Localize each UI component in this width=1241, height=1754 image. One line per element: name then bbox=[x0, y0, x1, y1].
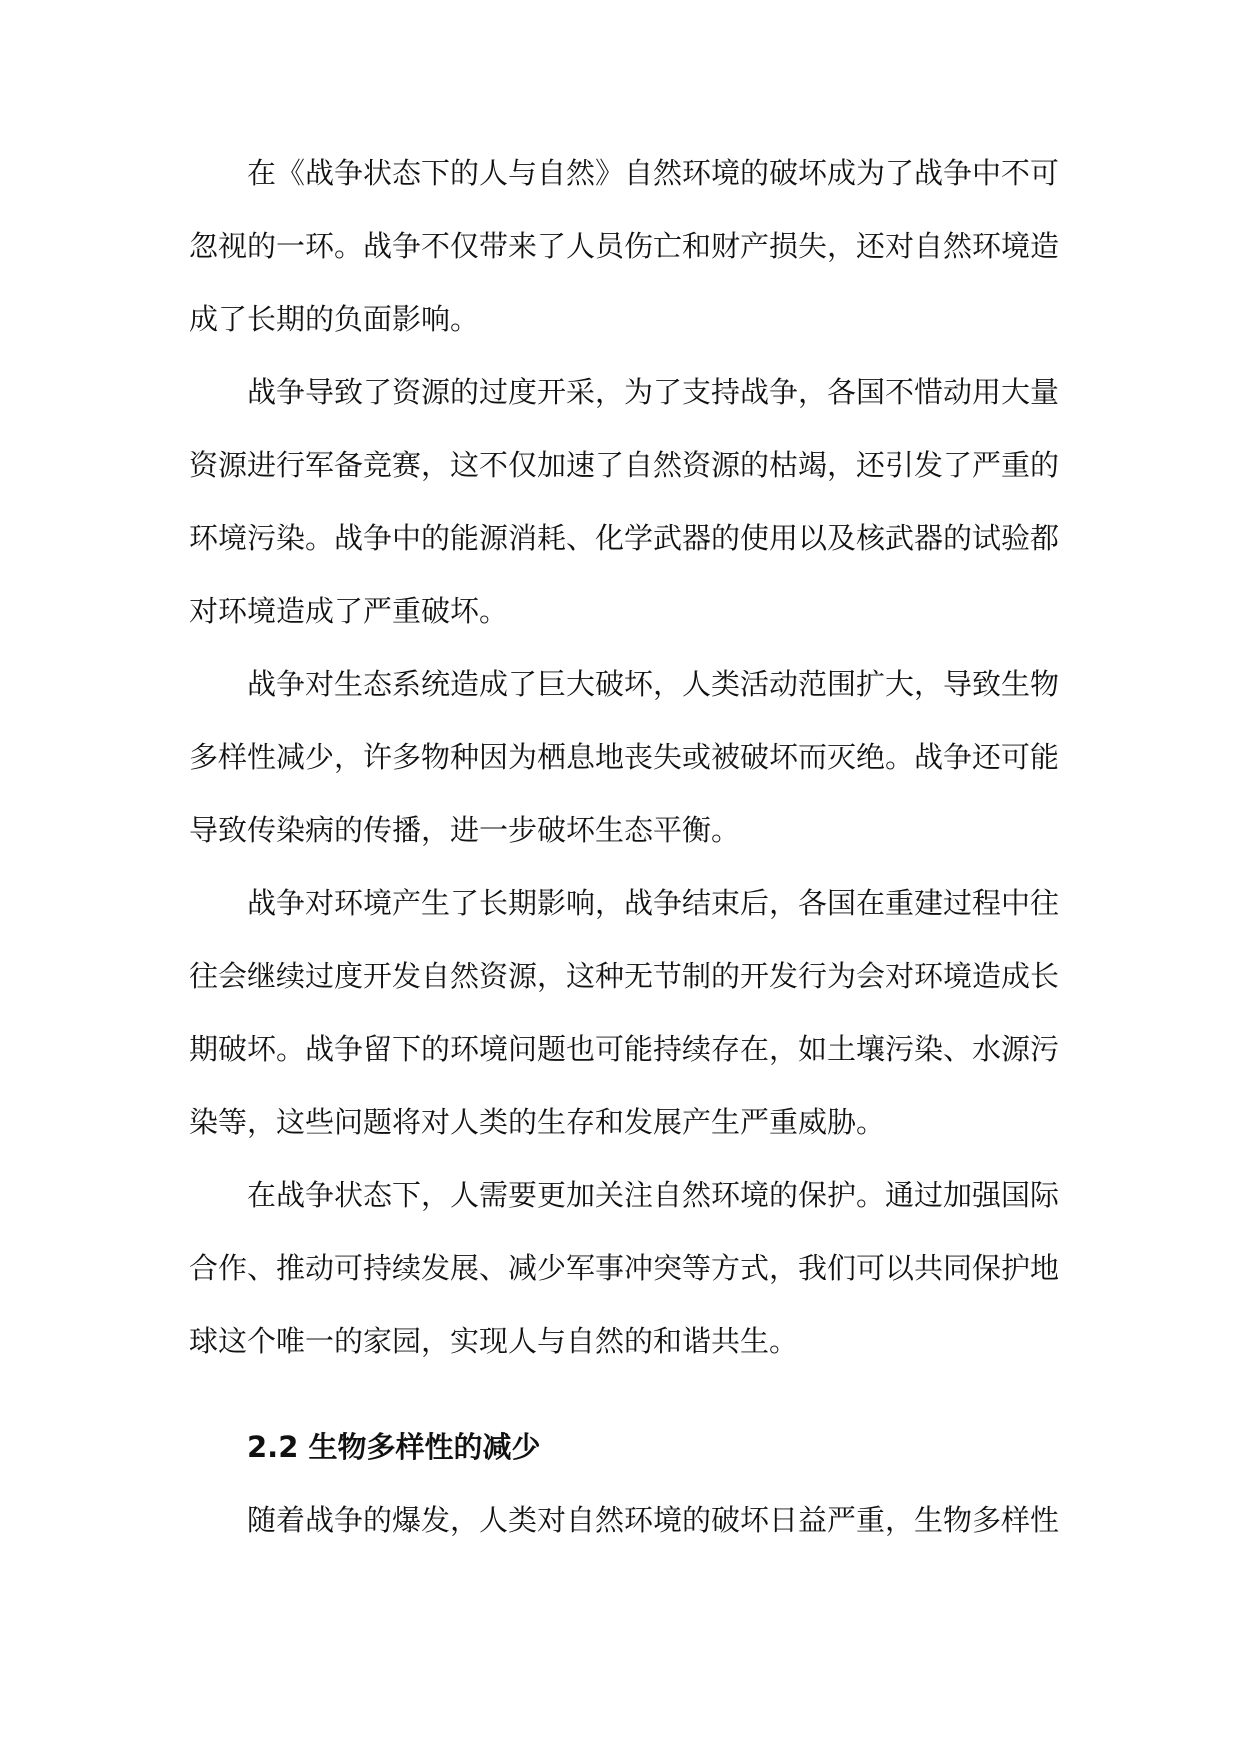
section-heading: 2.2 生物多样性的减少 bbox=[247, 1430, 541, 1464]
document-body bbox=[189, 137, 1059, 1557]
paragraph-4: 战争对环境产生了长期影响，战争结束后，各国在重建过程中往往会继续过度开发自然资源，这种无节制的开发行为会对环境造成长期破坏。战争留下的环境问题也可能持续存在，如土壤污染、水源污染等，这些问题将对人类的生存和发展产生严重威胁。 bbox=[189, 886, 1060, 1139]
paragraph-2: 战争导致了资源的过度开采，为了支持战争，各国不惜动用大量资源进行军备竞赛，这不仅加速了自然资源的枯竭，还引发了严重的环境污染。战争中的能源消耗、化学武器的使用以及核武器的试验都对环境造成了严重破坏。 bbox=[189, 375, 1060, 628]
paragraph-after-heading: 随着战争的爆发，人类对自然环境的破坏日益严重，生物多样性 bbox=[247, 1503, 1060, 1537]
paragraph-1: 在《战争状态下的人与自然》自然环境的破坏成为了战争中不可忽视的一环。战争不仅带来了人员伤亡和财产损失，还对自然环境造成了长期的负面影响。 bbox=[189, 156, 1060, 336]
paragraph-5: 在战争状态下，人需要更加关注自然环境的保护。通过加强国际合作、推动可持续发展、减少军事冲突等方式，我们可以共同保护地球这个唯一的家园，实现人与自然的和谐共生。 bbox=[189, 1178, 1060, 1358]
paragraph-3: 战争对生态系统造成了巨大破坏，人类活动范围扩大，导致生物多样性减少，许多物种因为栖息地丧失或被破坏而灭绝。战争还可能导致传染病的传播，进一步破坏生态平衡。 bbox=[189, 667, 1060, 847]
